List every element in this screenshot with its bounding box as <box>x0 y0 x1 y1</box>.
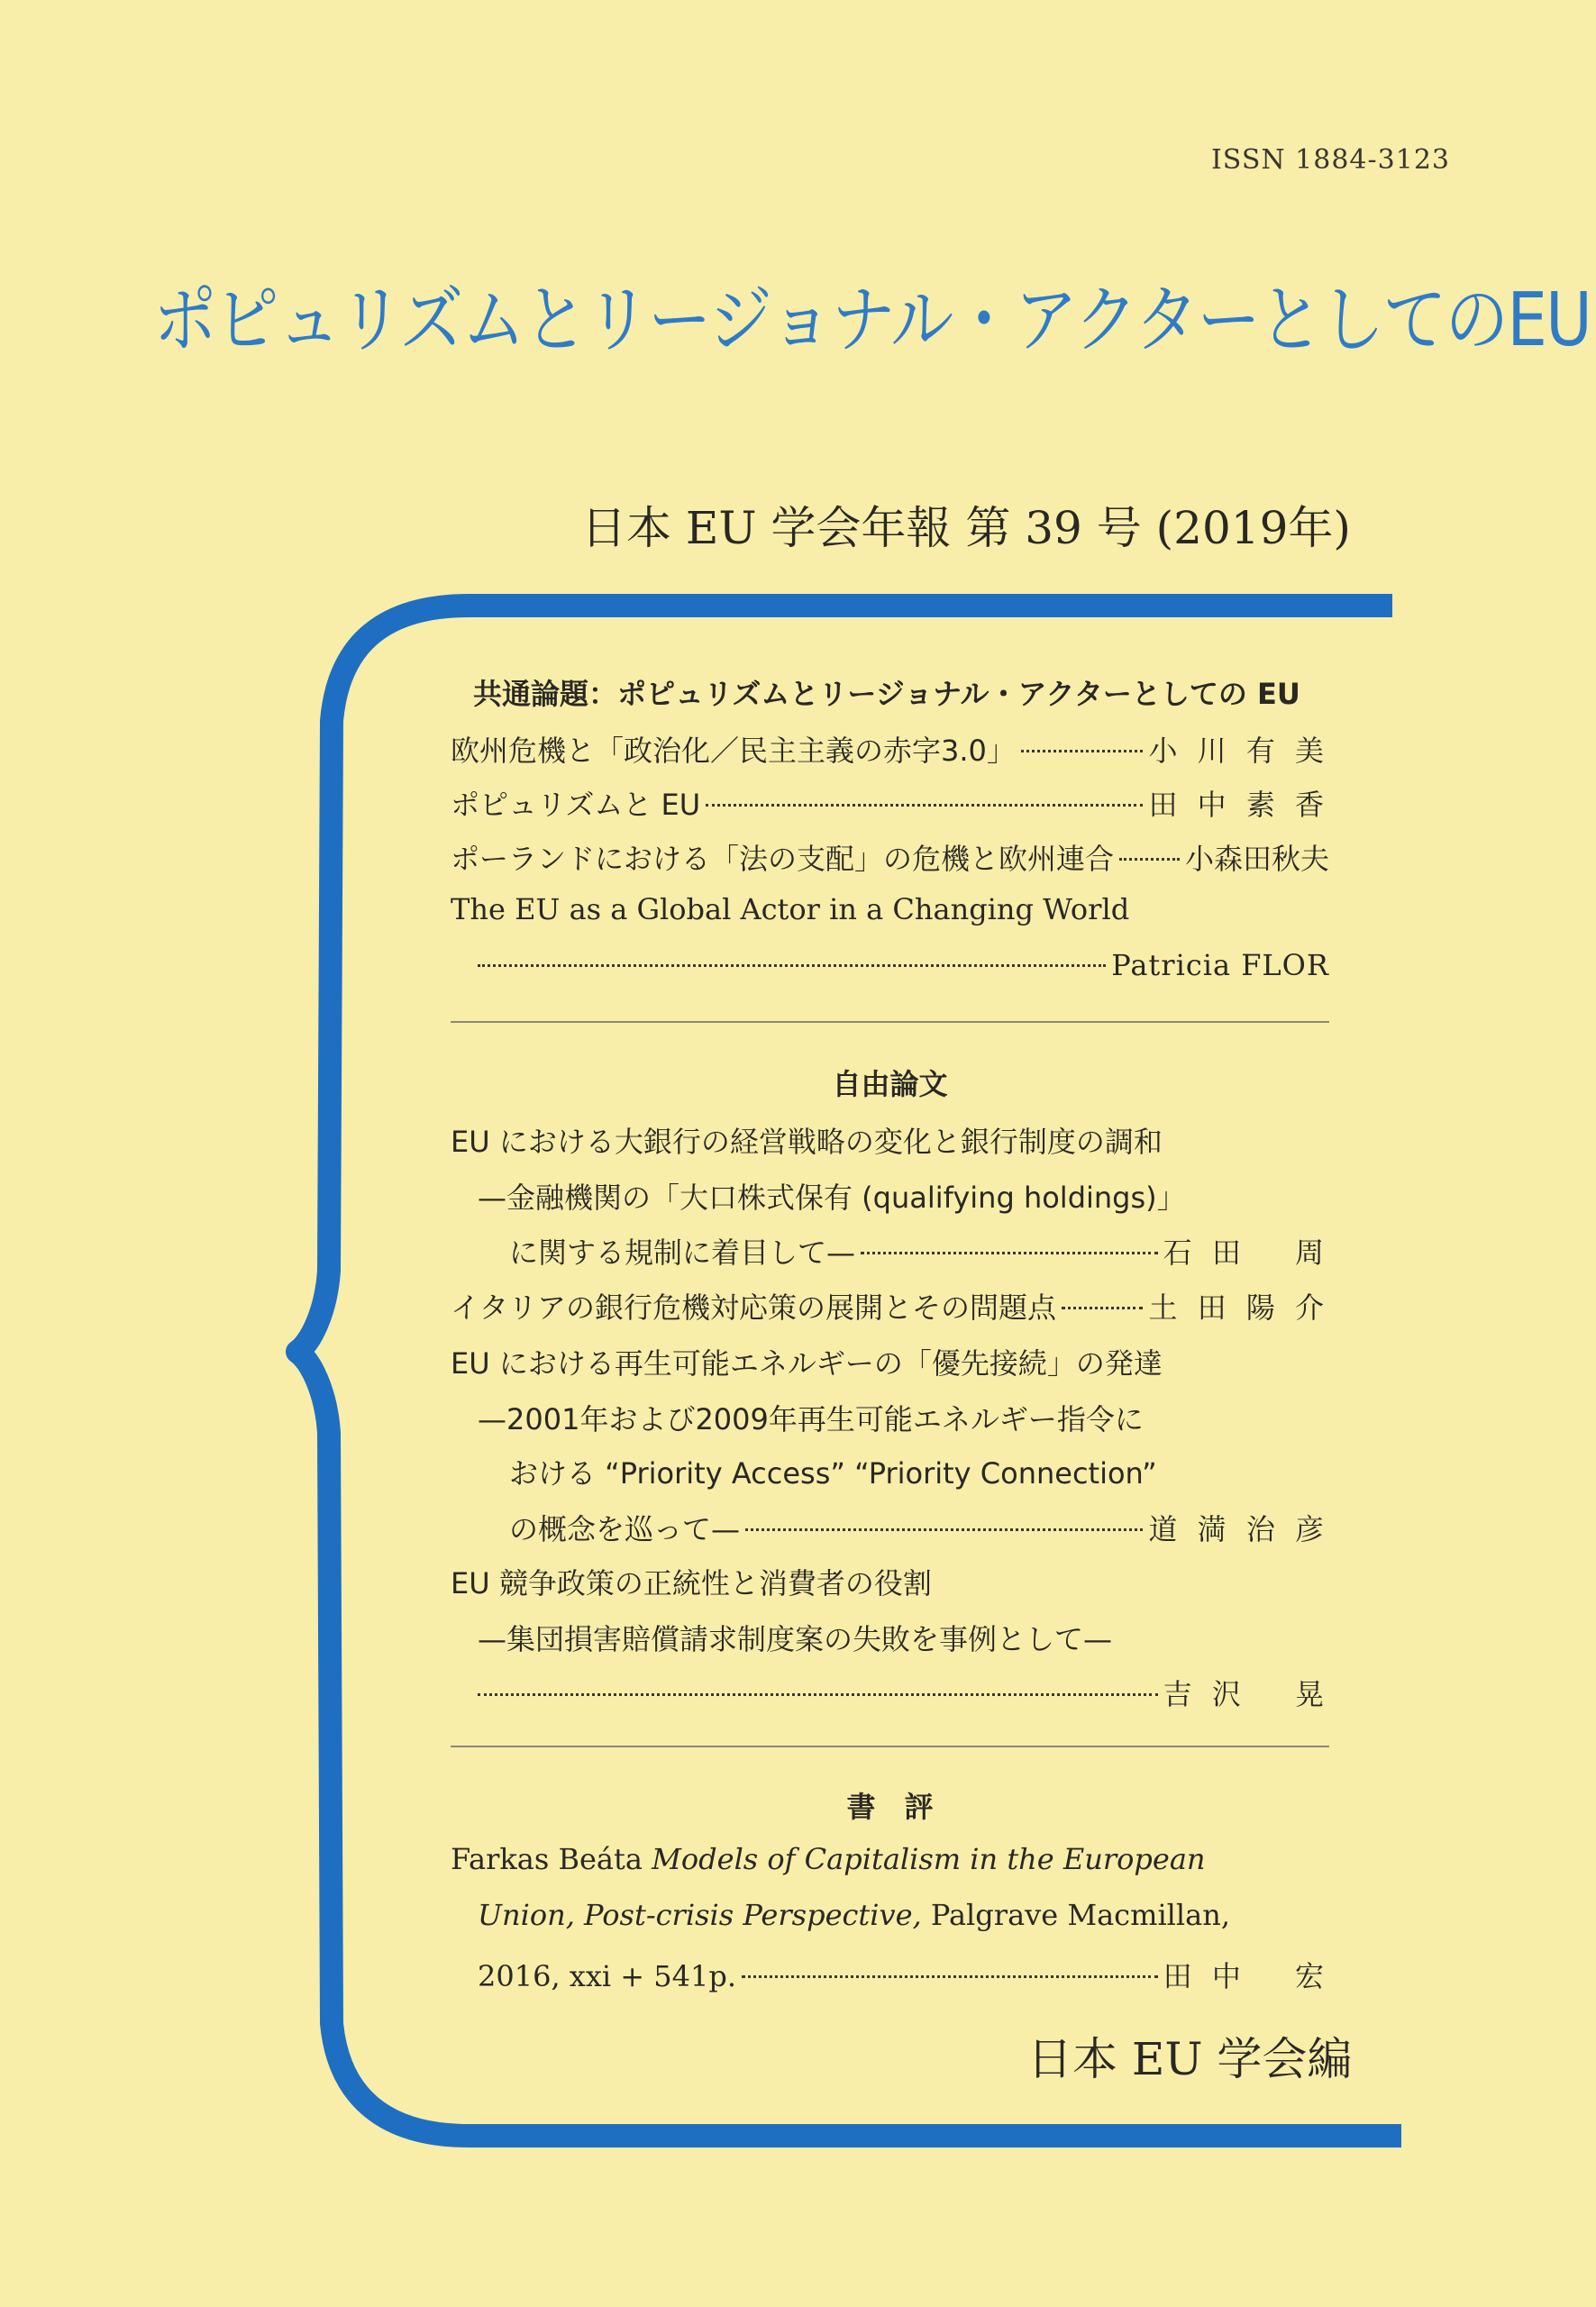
paper-line <box>478 1175 1329 1218</box>
paper-line <box>478 1617 1329 1660</box>
leader-dots <box>706 804 1143 807</box>
main-title: ポピュリズムとリージョナル・アクターとしてのEU <box>153 278 1591 363</box>
paper-title: EU における大銀行の経営戦略の変化と銀行制度の調和 <box>451 1125 1163 1159</box>
leader-dots <box>1021 750 1144 752</box>
review-book-title: Models of Capitalism in the European <box>652 1842 1206 1876</box>
journal-issue-line: 日本 EU 学会年報 第 39 号 (2019年) <box>581 502 1351 554</box>
article-title: ポピュリズムと EU <box>451 788 701 822</box>
article-row <box>478 948 1329 991</box>
review-line <box>478 1954 1329 1997</box>
paper-line <box>509 1451 1329 1494</box>
article-row <box>451 892 1329 935</box>
article-author: Patricia FLOR <box>1111 948 1329 982</box>
leader-dots <box>861 1252 1158 1254</box>
common-theme-heading: 共通論題：ポピュリズムとリージョナル・アクターとしての EU <box>473 677 1300 711</box>
review-text: Farkas Beáta <box>451 1842 652 1876</box>
article-author: 田 中 素 香 <box>1148 788 1329 822</box>
review-book-title: Union, Post-crisis Perspective, <box>478 1898 922 1932</box>
paper-line <box>451 1285 1329 1328</box>
paper-line <box>509 1507 1329 1550</box>
paper-subtitle: の概念を巡って— <box>509 1512 741 1546</box>
paper-line <box>451 1119 1329 1163</box>
review-author: 田 中 宏 <box>1163 1959 1329 1993</box>
article-author: 小 川 有 美 <box>1148 734 1329 768</box>
article-row <box>451 836 1329 880</box>
leader-dots <box>745 1528 1143 1531</box>
leader-dots <box>478 1693 1158 1696</box>
article-row <box>451 728 1329 771</box>
article-row <box>451 782 1329 825</box>
paper-line <box>509 1230 1329 1273</box>
editor-credit: 日本 EU 学会編 <box>1027 2033 1353 2085</box>
paper-line <box>478 1397 1329 1440</box>
paper-title: イタリアの銀行危機対応策の展開とその問題点 <box>451 1290 1057 1325</box>
section-divider <box>451 1746 1329 1747</box>
review-text: 2016, xxi + 541p. <box>478 1959 736 1993</box>
article-title: ポーランドにおける「法の支配」の危機と欧州連合 <box>451 842 1115 876</box>
review-line <box>478 1898 1329 1941</box>
paper-line <box>451 1341 1329 1384</box>
paper-title: EU における再生可能エネルギーの「優先接続」の発達 <box>451 1346 1163 1381</box>
article-title: The EU as a Global Actor in a Changing World <box>451 892 1130 926</box>
issn: ISSN 1884-3123 <box>1210 144 1450 176</box>
paper-author: 石 田 周 <box>1163 1236 1329 1270</box>
leader-dots <box>1062 1307 1143 1309</box>
leader-dots <box>478 964 1106 967</box>
paper-title: EU 競争政策の正統性と消費者の役割 <box>451 1566 932 1600</box>
paper-subtitle: —金融機関の「大口株式保有 (qualifying holdings)」 <box>478 1181 1186 1215</box>
paper-line <box>451 1561 1329 1604</box>
paper-subtitle: —集団損害賠償請求制度案の失敗を事例として— <box>478 1622 1113 1656</box>
free-papers-heading: 自由論文 <box>832 1067 948 1101</box>
paper-line <box>478 1672 1329 1715</box>
leader-dots <box>742 1975 1158 1978</box>
section-divider <box>451 1021 1329 1023</box>
paper-author: 道 満 治 彦 <box>1148 1512 1329 1546</box>
article-title: 欧州危機と「政治化／民主主義の赤字3.0」 <box>451 734 1016 768</box>
review-text: Palgrave Macmillan, <box>921 1898 1230 1932</box>
paper-author: 土 田 陽 介 <box>1148 1290 1329 1325</box>
review-line <box>451 1842 1329 1885</box>
paper-subtitle: おける “Priority Access” “Priority Connection” <box>509 1456 1157 1491</box>
article-author: 小森田秋夫 <box>1184 842 1329 876</box>
paper-author: 吉 沢 晃 <box>1163 1677 1329 1711</box>
paper-subtitle: に関する規制に着目して— <box>509 1236 856 1270</box>
book-review-heading: 書 評 <box>846 1790 934 1824</box>
leader-dots <box>1119 858 1180 861</box>
paper-subtitle: —2001年および2009年再生可能エネルギー指令に <box>478 1402 1144 1436</box>
